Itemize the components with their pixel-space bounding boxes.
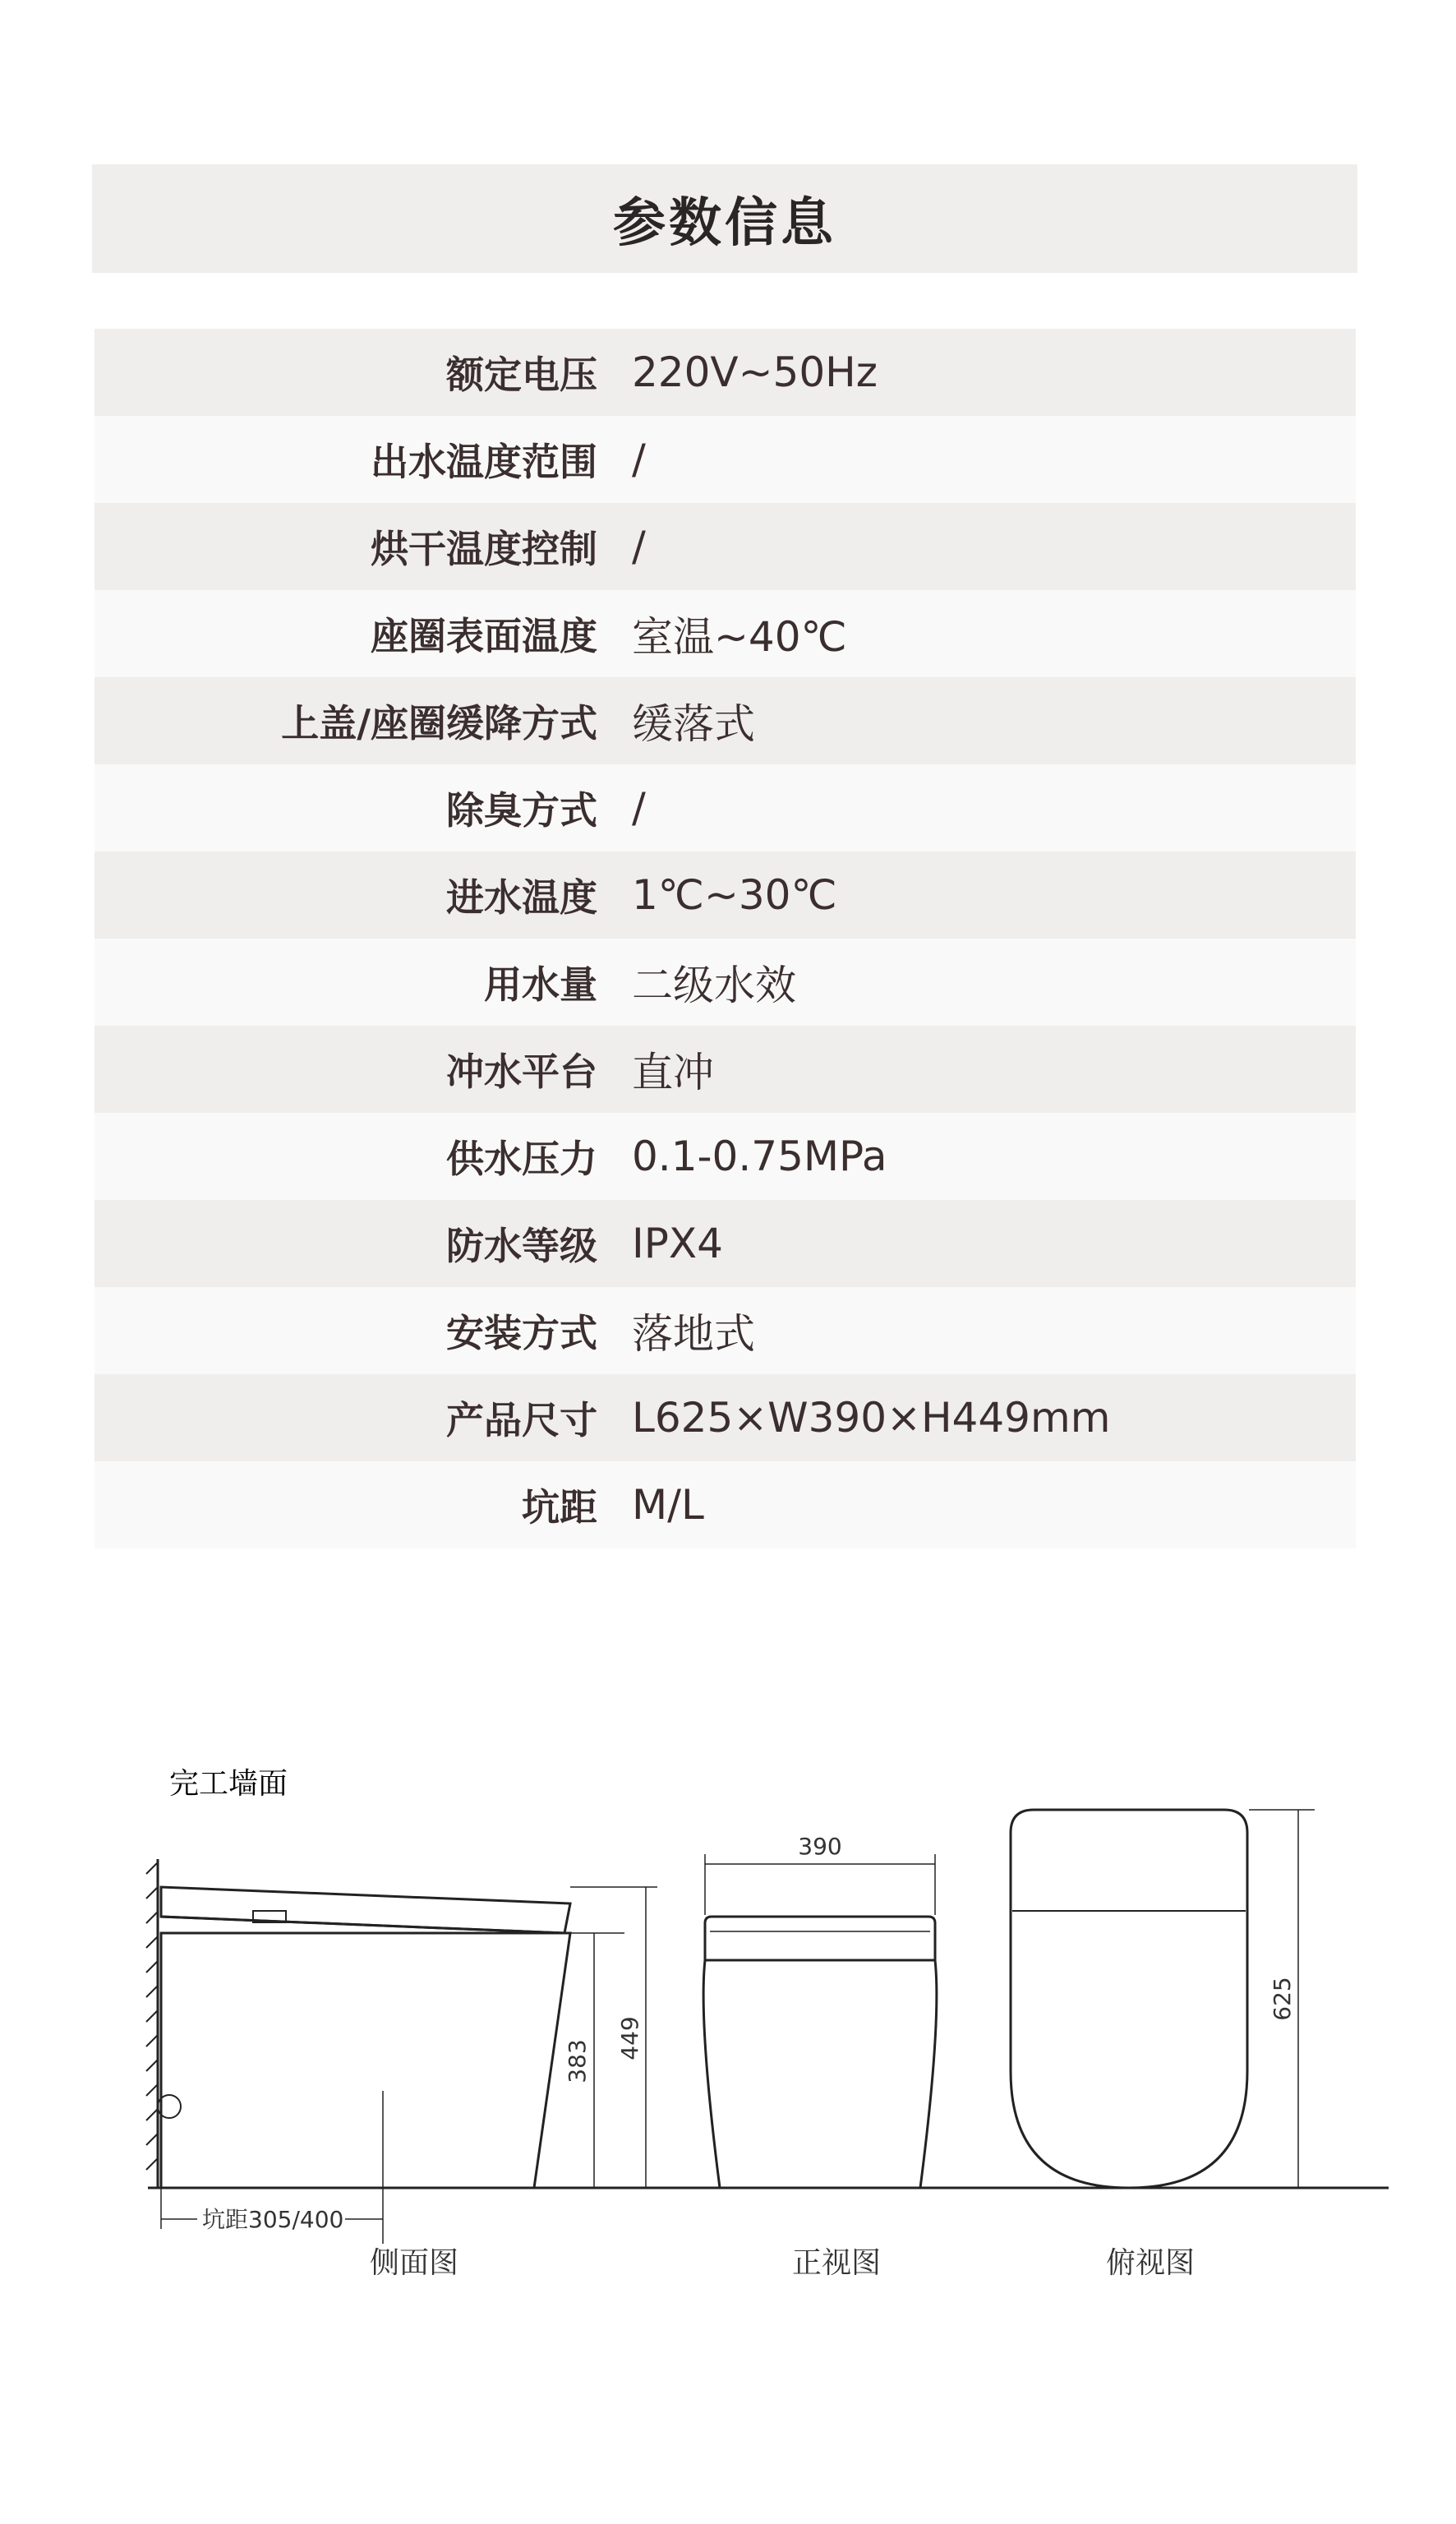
spec-value: M/L — [632, 1481, 704, 1529]
spec-label: 上盖/座圈缓降方式 — [281, 701, 597, 745]
spec-row — [94, 1113, 1356, 1200]
spec-value: 220V~50Hz — [632, 348, 878, 396]
spec-value: 直冲 — [632, 1049, 714, 1096]
spec-value: / — [632, 784, 646, 832]
product-dimension-diagram — [0, 1759, 1456, 2334]
spec-value: / — [632, 523, 646, 570]
front-dimension-lines — [705, 1854, 935, 1915]
top-view-drawing — [1011, 1810, 1247, 2188]
spec-label: 出水温度范围 — [371, 440, 597, 484]
spec-label: 额定电压 — [446, 353, 597, 397]
spec-value: IPX4 — [632, 1220, 723, 1267]
spec-row — [94, 1374, 1356, 1461]
wall-label: 完工墙面 — [169, 1767, 288, 1801]
title-bar — [92, 164, 1357, 273]
spec-row — [94, 1287, 1356, 1374]
spec-row — [94, 939, 1356, 1026]
spec-row — [94, 503, 1356, 590]
spec-row — [94, 1026, 1356, 1113]
spec-label: 产品尺寸 — [446, 1398, 597, 1442]
wall-hatch — [146, 1862, 158, 2170]
spec-label: 供水压力 — [446, 1137, 597, 1181]
spec-label: 坑距 — [522, 1485, 597, 1530]
spec-label: 进水温度 — [446, 875, 597, 920]
spec-row — [94, 677, 1356, 764]
spec-value: 二级水效 — [632, 962, 796, 1009]
spec-table — [94, 329, 1356, 1548]
spec-label: 座圈表面温度 — [371, 614, 597, 658]
front-view-drawing — [703, 1917, 937, 2188]
dim-625-label: 625 — [1269, 1977, 1296, 2021]
front-view-caption: 正视图 — [791, 2246, 882, 2280]
spec-row — [94, 416, 1356, 503]
spec-row — [94, 590, 1356, 677]
side-view-caption: 侧面图 — [369, 2246, 459, 2280]
page-title: 参数信息 — [613, 193, 836, 254]
spec-value: / — [632, 436, 646, 483]
spec-value: 室温~40℃ — [632, 613, 847, 661]
spec-value: 缓落式 — [632, 700, 755, 748]
spec-row — [94, 1461, 1356, 1548]
pit-distance-label: 坑距305/400 — [202, 2206, 344, 2233]
spec-row — [94, 764, 1356, 851]
spec-row — [94, 851, 1356, 939]
spec-value: 落地式 — [632, 1310, 755, 1358]
spec-label: 防水等级 — [446, 1224, 597, 1268]
side-view-drawing — [158, 1887, 570, 2244]
spec-label: 安装方式 — [446, 1311, 597, 1355]
top-view-caption: 俯视图 — [1105, 2246, 1196, 2280]
spec-row — [94, 329, 1356, 416]
dim-449-label: 449 — [616, 2016, 643, 2060]
spec-value: L625×W390×H449mm — [632, 1394, 1111, 1442]
spec-label: 除臭方式 — [446, 788, 597, 833]
dim-390-label: 390 — [798, 1833, 842, 1860]
spec-value: 0.1-0.75MPa — [632, 1133, 887, 1180]
dim-383-label: 383 — [564, 2039, 591, 2083]
spec-value: 1℃~30℃ — [632, 871, 837, 919]
spec-row — [94, 1200, 1356, 1287]
spec-label: 用水量 — [484, 962, 597, 1007]
spec-label: 烘干温度控制 — [371, 527, 597, 571]
spec-label: 冲水平台 — [446, 1050, 597, 1094]
